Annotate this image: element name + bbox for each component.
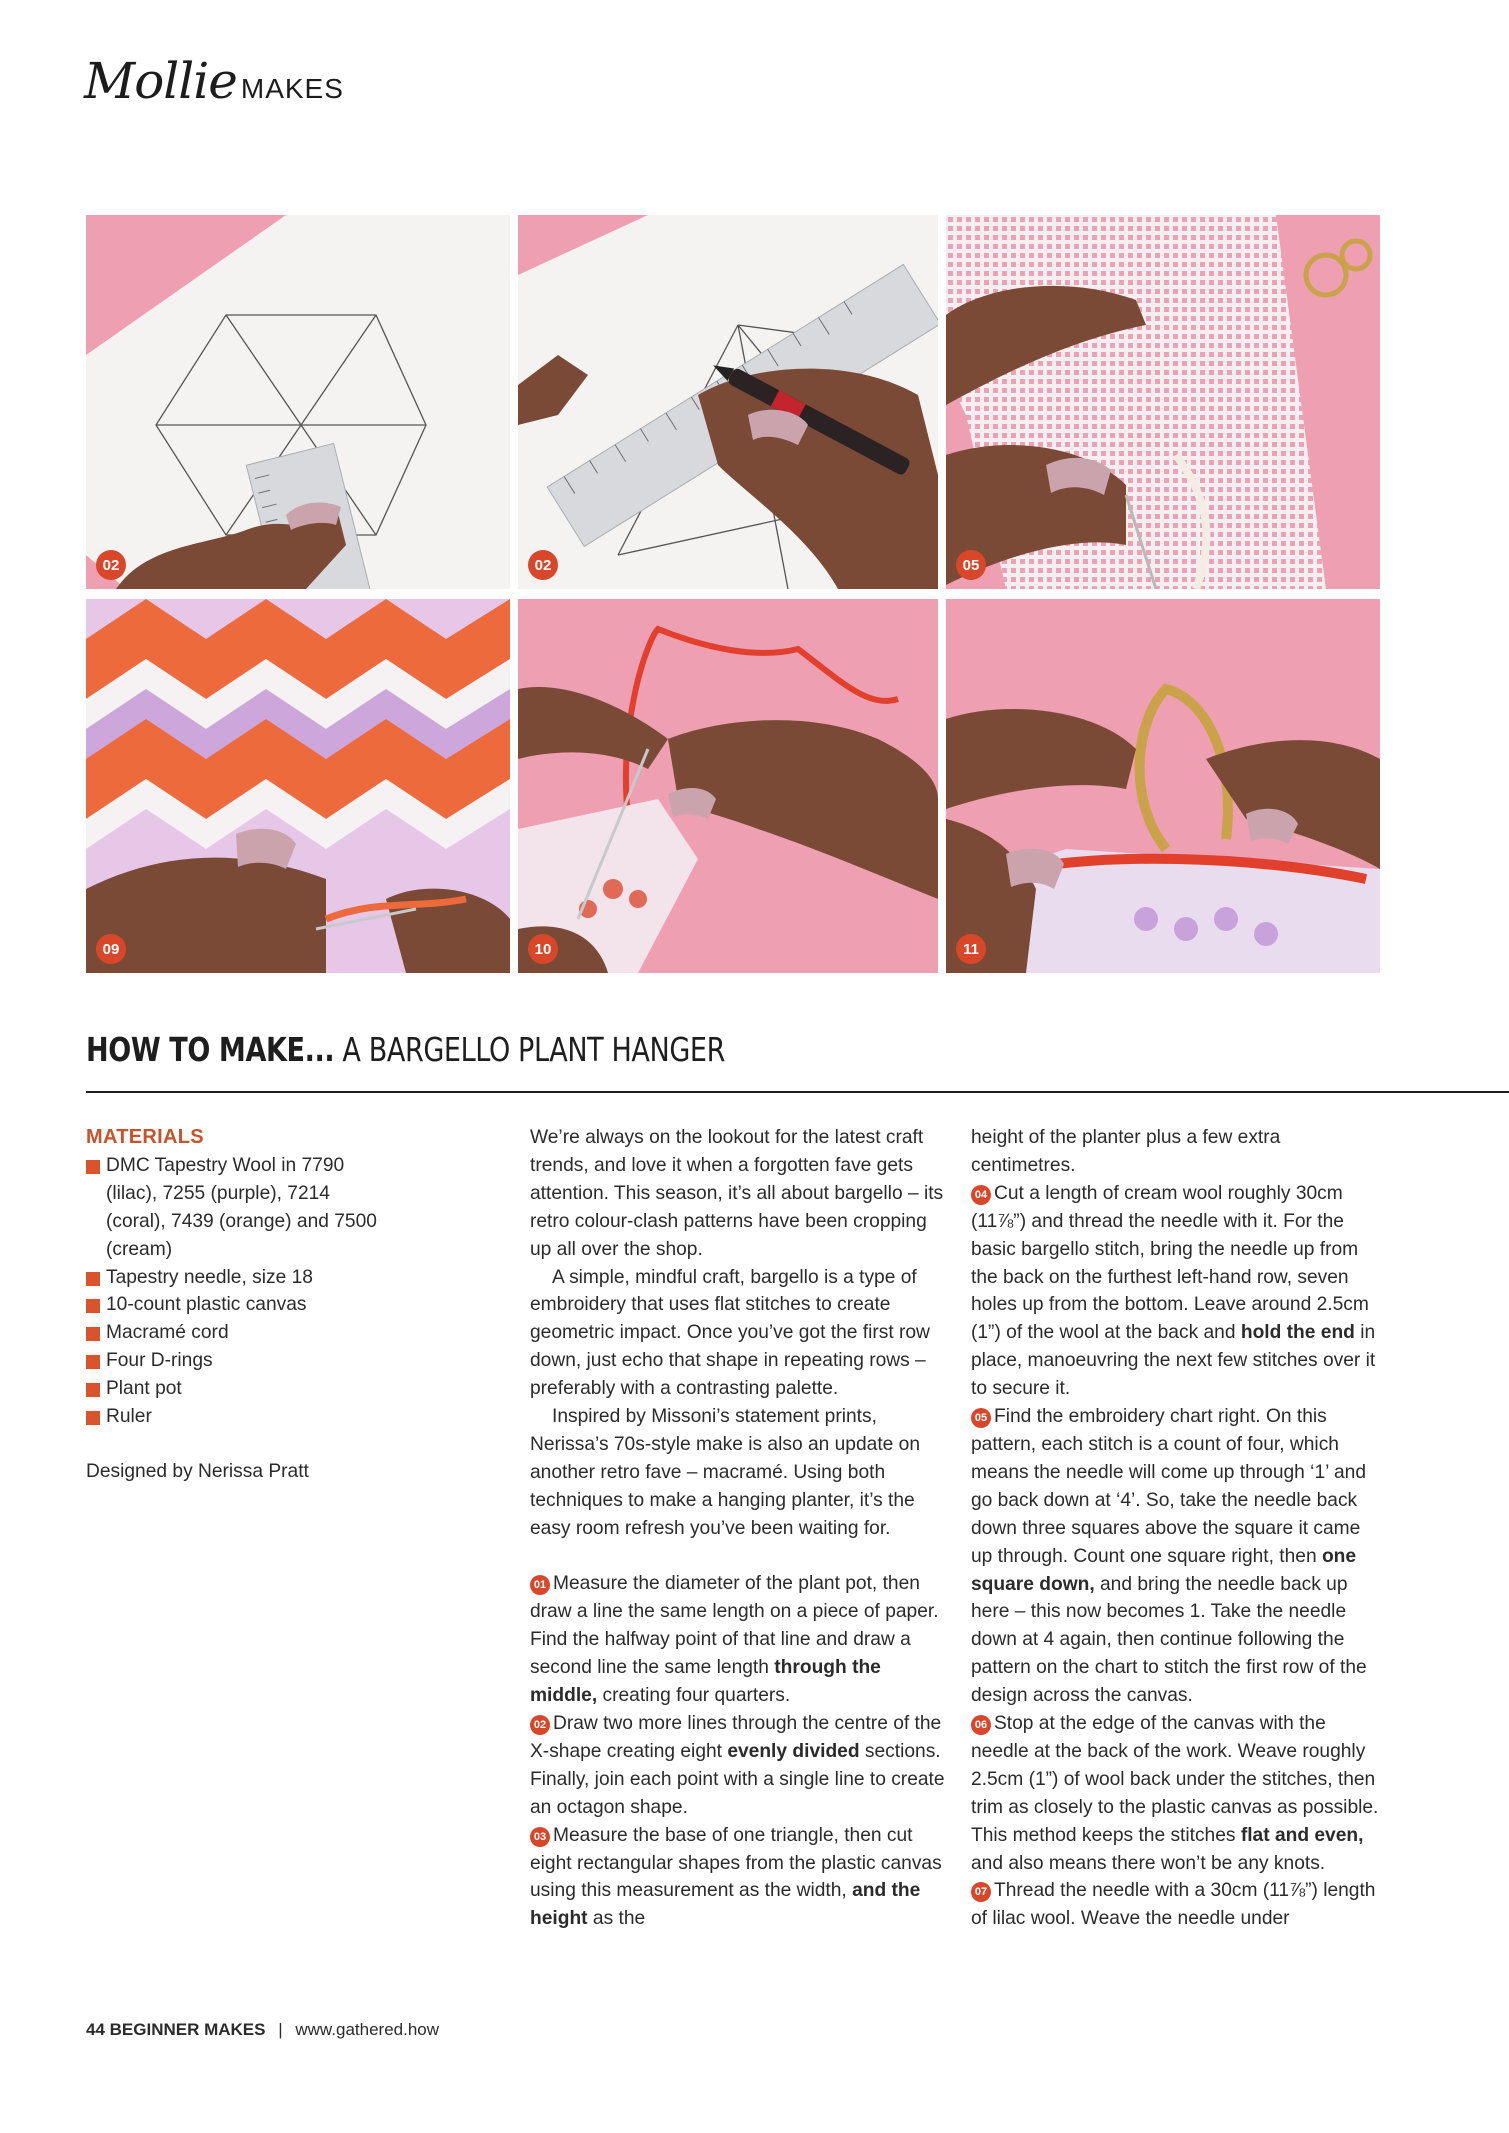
step-6 — [971, 1710, 1383, 1877]
step-3-emphasis: and the height — [530, 1880, 921, 1930]
step-5 — [971, 1403, 1383, 1710]
step-5-text: Find the embroidery chart right. On this pattern, each stitch is a count of four, which means the needle will come up through ‘1’ and go back down at ‘4’. So, take the needle back down three squares above the square it came up through. Count one square right, then — [971, 1406, 1367, 1567]
materials-title: MATERIALS — [86, 1126, 204, 1148]
step-2 — [530, 1710, 948, 1822]
step-number-icon: 06 — [971, 1715, 991, 1735]
heading-rest: A BARGELLO PLANT HANGER — [334, 1030, 726, 1069]
step-3-continued: height of the planter plus a few extra centimetres. — [971, 1127, 1281, 1176]
step-1-emphasis: through the middle, — [530, 1657, 881, 1707]
step-number-icon: 04 — [971, 1185, 991, 1205]
intro-paragraph-2: A simple, mindful craft, bargello is a type of embroidery that uses flat stitches to create geometric impact. Once you’ve got the first row down, just echo that shape in repeating rows – preferably with a contrasting palette. — [530, 1266, 930, 1400]
material-item: DMC Tapestry Wool in 7790 (lilac), 7255 (purple), 7214 (coral), 7439 (orange) and 7500 (cream) — [86, 1152, 386, 1264]
step-3 — [530, 1822, 948, 1934]
step-4-emphasis: hold the end — [1240, 1322, 1355, 1344]
step-6-emphasis: flat and even, — [1240, 1824, 1364, 1846]
step-1 — [530, 1570, 948, 1710]
step-1-text: Measure the diameter of the plant pot, then draw a line the same length on a piece of paper. Find the halfway point of that line and draw a second line the same length — [530, 1573, 939, 1679]
step-4 — [971, 1180, 1383, 1403]
material-item: Tapestry needle, size 18 — [86, 1264, 386, 1292]
step-badge: 02 — [96, 550, 126, 580]
photo-ruler-pen — [518, 215, 938, 589]
step-5-emphasis: one square down, — [971, 1545, 1357, 1595]
step-number-icon: 03 — [530, 1827, 550, 1847]
photo-red-wool-illustration — [518, 599, 938, 973]
material-item: Plant pot — [86, 1375, 386, 1403]
photo-drawing-lines-illustration — [86, 215, 510, 589]
footer-url[interactable]: www.gathered.how — [295, 2020, 440, 2039]
step-2-text-end: sections. Finally, join each point with a single line to create an octagon shape. — [530, 1740, 945, 1818]
step-4-text: Cut a length of cream wool roughly 30cm (11⅞”) and thread the needle with it. For the basic bargello stitch, bring the needle up from the back on the furthest left-hand row, seven holes up from the bottom. Leave around 2.5cm (1”) of the wool at the back and — [971, 1182, 1369, 1344]
intro-paragraph-1: We’re always on the lookout for the latest craft trends, and love it when a forgotten fave gets attention. This season, it’s all about bargello – its retro colour-clash patterns have been cropping up all over the shop. — [530, 1127, 944, 1260]
photo-red-wool — [518, 599, 938, 973]
materials-list — [86, 1152, 386, 1431]
photo-drawing-lines — [86, 215, 510, 589]
step-badge: 05 — [956, 550, 986, 580]
step-7 — [971, 1877, 1383, 1933]
logo-script: Mollie — [84, 52, 237, 110]
material-item: 10-count plastic canvas — [86, 1291, 386, 1319]
article-heading — [86, 1030, 725, 1069]
material-item: Macramé cord — [86, 1319, 386, 1347]
step-badge: 02 — [528, 550, 558, 580]
step-3-text: Measure the base of one triangle, then cut eight rectangular shapes from the plastic canvas using this measurement as the width, — [530, 1824, 942, 1902]
materials-column — [86, 1124, 386, 1486]
step-3-text-end: as the — [587, 1908, 646, 1930]
photo-d-ring-illustration — [946, 599, 1380, 973]
step-badge: 10 — [528, 934, 558, 964]
photo-stitching-zigzag-illustration — [86, 599, 510, 973]
designer-credit: Designed by Nerissa Pratt — [86, 1460, 309, 1482]
heading-bold: HOW TO MAKE... — [86, 1030, 335, 1069]
footer-separator: | — [278, 2020, 283, 2039]
photo-stitching-zigzag — [86, 599, 510, 973]
step-badge: 09 — [96, 934, 126, 964]
step-number-icon: 07 — [971, 1882, 991, 1902]
step-number-icon: 01 — [530, 1575, 550, 1595]
step-7-text: Thread the needle with a 30cm (11⅞”) length of lilac wool. Weave the needle under — [971, 1880, 1376, 1930]
intro-column — [530, 1124, 948, 1933]
step-5-text-end: and bring the needle back up here – this now becomes 1. Take the needle down at 4 again, then continue following the pattern on the chart to stitch the first row of the design across the canvas. — [971, 1573, 1367, 1707]
mollie-makes-logo — [84, 52, 344, 112]
steps-column — [971, 1124, 1383, 1933]
step-number-icon: 02 — [530, 1715, 550, 1735]
logo-makes: MAKES — [240, 73, 344, 104]
step-badge: 11 — [956, 934, 986, 964]
step-2-emphasis: evenly divided — [727, 1740, 860, 1762]
photo-d-ring — [946, 599, 1380, 973]
photo-ruler-pen-illustration — [518, 215, 938, 589]
step-6-text-end: and also means there won’t be any knots. — [971, 1852, 1326, 1874]
step-number-icon: 05 — [971, 1408, 991, 1428]
step-6-text: Stop at the edge of the canvas with the needle at the back of the work. Weave roughly 2.5cm (1”) of wool back under the stitches, then trim as closely to the plastic canvas as possible. This method keeps the stitches — [971, 1713, 1379, 1846]
material-item: Ruler — [86, 1403, 386, 1431]
intro-paragraph-3: Inspired by Missoni’s statement prints, Nerissa’s 70s-style make is also an update on another retro fave – macramé. Using both techniques to make a hanging planter, it’s the easy room refresh you’ve been waiting for. — [530, 1406, 920, 1539]
step-4-text-end: in place, manoeuvring the next few stitches over it to secure it. — [971, 1322, 1376, 1400]
step-2-text: Draw two more lines through the centre of the X-shape creating eight — [530, 1713, 942, 1762]
footer-page-label: 44 BEGINNER MAKES — [86, 2020, 266, 2039]
page-footer — [86, 2020, 439, 2040]
heading-rule — [86, 1091, 1509, 1093]
material-item: Four D-rings — [86, 1347, 386, 1375]
photo-plastic-canvas-illustration — [946, 215, 1380, 589]
step-1-text-end: creating four quarters. — [597, 1685, 791, 1707]
photo-plastic-canvas — [946, 215, 1380, 589]
